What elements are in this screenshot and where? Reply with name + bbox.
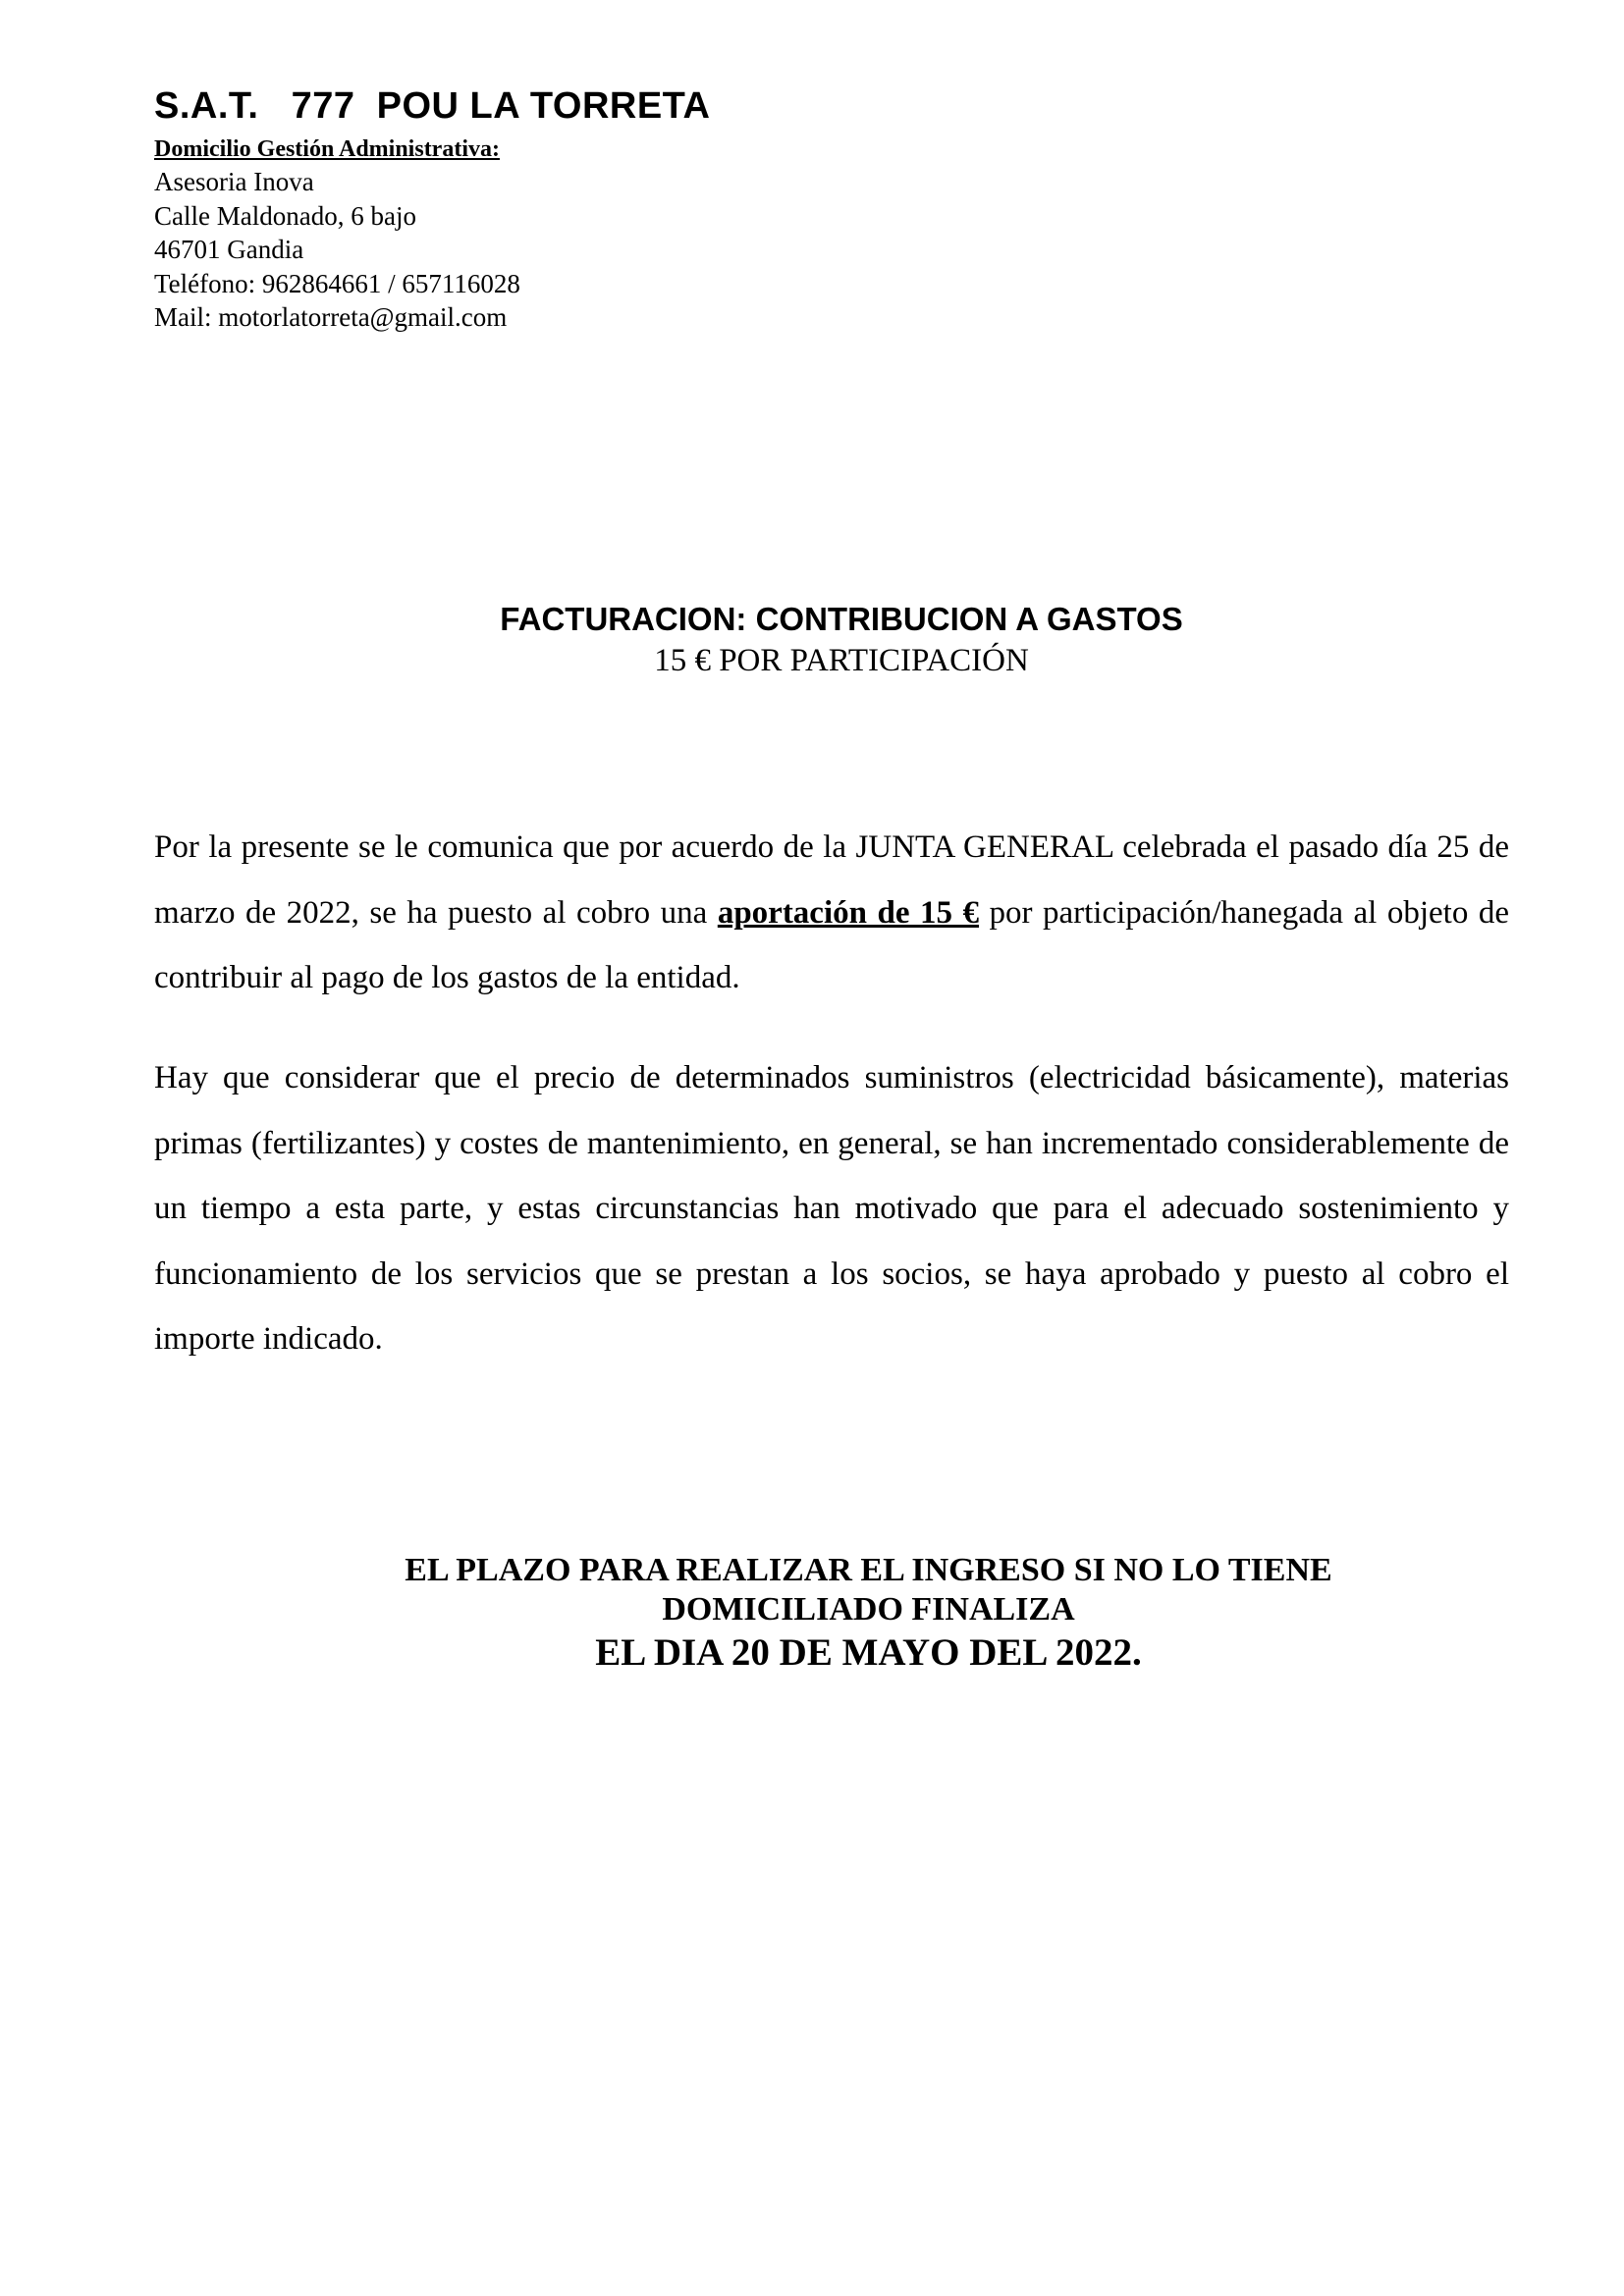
address-company: Asesoria Inova — [154, 167, 314, 196]
deadline-date: EL DIA 20 DE MAYO DEL 2022. — [595, 1631, 1142, 1674]
document-title-block — [0, 599, 1624, 681]
para1-text-start: Por la presente se le comunica que por acuerdo de la JUNTA GENERAL celebrada el pasado día 25 de marzo de 2022, se ha puesto al cobro una — [154, 829, 1509, 931]
letterhead — [154, 82, 1332, 335]
address-street: Calle Maldonado, 6 bajo — [154, 200, 416, 231]
contribution-amount-emphasis: aportación de 15 € — [717, 894, 979, 931]
address-phone: Teléfono: 962864661 / 657116028 — [154, 268, 520, 298]
deadline-notice — [0, 1551, 1624, 1677]
body-paragraph-2: Hay que considerar que el precio de determinados suministros (electricidad básicamente), materias primas (fertilizantes) y costes de mantenimiento, en general, se han incrementado considerablemente de un tiempo a esta parte, y estas circunstancias han motivado que para el adecuado sostenimiento y funcionamiento de los servicios que se prestan a los socios, se haya aprobado y puesto al cobro el importe indicado. — [154, 1060, 1509, 1357]
organization-title: S.A.T. 777 POU LA TORRETA — [154, 85, 711, 127]
deadline-line-1: EL PLAZO PARA REALIZAR EL INGRESO SI NO LO TIENE — [405, 1552, 1332, 1588]
address-city: 46701 Gandia — [154, 235, 304, 264]
document-title: FACTURACION: CONTRIBUCION A GASTOS — [500, 601, 1183, 637]
para1-text-end: por participación/hanegada al objeto de contribuir al pago de los gastos de la entidad. — [154, 894, 1509, 995]
address-email: Mail: motorlatorreta@gmail.com — [154, 302, 508, 332]
address-heading: Domicilio Gestión Administrativa: — [154, 136, 500, 162]
document-subtitle: 15 € POR PARTICIPACIÓN — [654, 643, 1029, 678]
deadline-line-2: DOMICILIADO FINALIZA — [662, 1591, 1075, 1628]
body-paragraph-1 — [154, 815, 1509, 1011]
